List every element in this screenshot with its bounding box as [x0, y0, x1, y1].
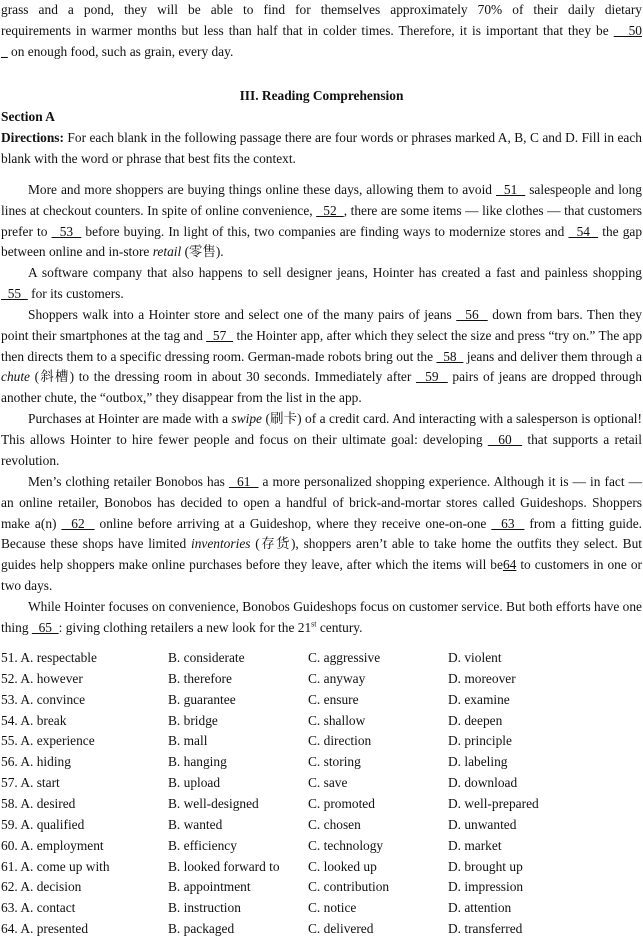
blank-61: 61: [228, 474, 259, 489]
intro-line-2: requirements in warmer months but less than half that in colder times. Therefore, it is important that they be 50: [1, 22, 642, 38]
option-a: 56. A. hiding: [1, 754, 71, 770]
word-inventories: inventories: [190, 536, 251, 552]
option-c: C. delivered: [308, 921, 374, 937]
directions-label: Directions:: [1, 130, 64, 145]
section-title: III. Reading Comprehension: [239, 88, 404, 103]
blank-56: 56: [456, 307, 488, 322]
option-row: [1, 648, 642, 669]
option-row: [1, 711, 642, 732]
blank-54: 54: [568, 223, 599, 239]
directions-text: For each blank in the following passage there are four words or phrases marked A, B, C and D. Fill in each blank with the word or phrase that best fits the context.: [1, 130, 642, 166]
option-c: C. notice: [308, 900, 357, 916]
option-a: 58. A. desired: [1, 795, 76, 811]
option-d: D. attention: [448, 900, 512, 916]
passage-paragraph-3: Shoppers walk into a Hointer store and select one of the many pairs of jeans 56 down from bars. Then they point their smartphones at the tag and 57 the Hointer app, after which they select the size and press “try on.” The app then directs them to a specific dressing room. German-made robots bring out the 58 jeans and deliver them through a chute (斜槽) to the dressing room in about 30 seconds. Immediately after 59 pairs of jeans are dropped through another chute, the “outbox,” they disappear from the list in the app.: [1, 307, 643, 406]
option-b: B. bridge: [168, 712, 218, 728]
blank-52: 52: [316, 202, 344, 218]
option-c: C. storing: [308, 754, 361, 770]
passage-paragraph-2: A software company that also happens to sell designer jeans, Hointer has created a fast and painless shopping 55 for its customers.: [1, 265, 642, 301]
option-b: B. packaged: [168, 921, 235, 937]
option-row: [1, 815, 642, 836]
option-b: B. appointment: [168, 879, 251, 895]
blank-65: 65: [31, 619, 59, 635]
option-row: [1, 794, 642, 815]
option-c: C. looked up: [308, 858, 377, 874]
option-a: 53. A. convince: [1, 691, 86, 707]
option-a: 55. A. experience: [1, 733, 95, 749]
blank-50-tail: _: [1, 43, 8, 59]
blank-62: 62: [61, 515, 95, 531]
blank-58: 58: [436, 348, 464, 364]
option-row: [1, 773, 642, 794]
option-a: 54. A. break: [1, 712, 67, 728]
option-c: C. promoted: [308, 795, 375, 811]
option-row: [1, 752, 642, 773]
option-c: C. save: [308, 775, 348, 791]
option-d: D. unwanted: [448, 816, 517, 832]
option-a: 62. A. decision: [1, 879, 82, 895]
blank-59: 59: [415, 369, 448, 385]
option-d: D. well-prepared: [448, 795, 539, 811]
option-row: [1, 690, 642, 711]
option-row: [1, 731, 642, 752]
option-a: 60. A. employment: [1, 837, 104, 853]
option-c: C. direction: [308, 733, 372, 749]
option-a: 51. A. respectable: [1, 650, 97, 665]
option-c: C. technology: [308, 837, 384, 853]
option-b: B. therefore: [168, 670, 232, 686]
option-c: C. chosen: [308, 816, 361, 832]
option-b: B. considerate: [168, 650, 245, 665]
option-c: C. ensure: [308, 691, 359, 707]
option-d: D. moreover: [448, 670, 516, 686]
option-d: D. brought up: [448, 858, 523, 874]
blank-60: 60: [487, 431, 523, 447]
option-d: D. examine: [448, 691, 510, 707]
option-row: [1, 857, 642, 878]
directions: [1, 128, 642, 170]
word-retail: retail: [152, 244, 182, 260]
option-row: [1, 877, 642, 898]
option-d: D. impression: [448, 879, 524, 895]
option-d: D. labeling: [448, 754, 508, 770]
option-d: D. download: [448, 775, 518, 791]
option-b: B. guarantee: [168, 691, 236, 707]
passage-paragraph-6: While Hointer focuses on convenience, Bonobos Guideshops focus on customer service. But both efforts have one thing 65 : giving clothing retailers a new look for the 21st century.: [1, 599, 642, 635]
option-a: 64. A. presented: [1, 921, 89, 937]
option-b: B. upload: [168, 775, 221, 791]
word-chute: chute: [1, 369, 30, 385]
option-row: [1, 898, 642, 919]
option-c: C. contribution: [308, 879, 390, 895]
section-a-label: Section A: [1, 109, 55, 124]
option-a: 57. A. start: [1, 775, 60, 791]
blank-63: 63: [491, 515, 525, 531]
option-a: 59. A. qualified: [1, 816, 85, 832]
intro-line-1: grass and a pond, they will be able to find for themselves approximately 70% of their daily dietary: [1, 2, 642, 17]
passage-paragraph-4: Purchases at Hointer are made with a swipe (刷卡) of a credit card. And interacting with a salesperson is optional! This allows Hointer to hire fewer people and focus on their ultimate goal: developing 60 that supports a retail revolution.: [1, 411, 642, 468]
option-b: B. looked forward to: [168, 858, 280, 874]
option-row: [1, 919, 642, 940]
option-d: D. violent: [448, 650, 502, 665]
option-b: B. hanging: [168, 754, 227, 770]
option-a: 63. A. contact: [1, 900, 76, 916]
option-c: C. anyway: [308, 670, 366, 686]
option-d: D. deepen: [448, 712, 503, 728]
option-row: [1, 669, 642, 690]
option-a: 52. A. however: [1, 670, 83, 686]
option-b: B. well-designed: [168, 795, 259, 811]
intro-line-3: _ on enough food, such as grain, every day.: [1, 43, 234, 59]
option-b: B. wanted: [168, 816, 223, 832]
superscript-st: st: [311, 619, 317, 629]
option-c: C. shallow: [308, 712, 366, 728]
option-c: C. aggressive: [308, 650, 381, 665]
passage-paragraph-1: More and more shoppers are buying things online these days, allowing them to avoid 51 salespeople and long lines at checkout counters. In spite of online convenience, 52 , there are some items — like clothes — that customers prefer to 53 before buying. In light of this, two companies are finding ways to modernize stores and 54 the gap between online and in-store retail (零售).: [1, 182, 643, 260]
option-b: B. efficiency: [168, 837, 237, 853]
intro-paragraph: [1, 0, 642, 62]
blank-57: 57: [206, 327, 234, 343]
passage-paragraph-5: Men’s clothing retailer Bonobos has 61 a more personalized shopping experience. Although it is — in fact — an online retailer, Bonobos has decided to open a handful of brick-and-mortar stores called Guideshops. Shoppers make a(n) 62 online before arriving at a Guideshop, where they receive one-on-one 63 from a fitting guide. Because these shops have limited inventories (存货), shoppers aren’t able to take home the outfits they select. But guides help shoppers make online purchases before they leave, after which the items will be64 to customers in one or two days.: [1, 474, 643, 593]
option-d: D. principle: [448, 733, 512, 749]
blank-64: 64: [502, 557, 517, 573]
blank-53: 53: [51, 223, 82, 239]
option-b: B. instruction: [168, 900, 241, 916]
blank-50: 50: [613, 22, 642, 38]
option-b: B. mall: [168, 733, 208, 749]
word-swipe: swipe: [231, 411, 263, 426]
option-d: D. market: [448, 837, 502, 853]
option-row: [1, 836, 642, 857]
option-d: D. transferred: [448, 921, 523, 937]
option-a: 61. A. come up with: [1, 858, 110, 874]
blank-55: 55: [1, 285, 28, 301]
blank-51: 51: [495, 182, 526, 197]
